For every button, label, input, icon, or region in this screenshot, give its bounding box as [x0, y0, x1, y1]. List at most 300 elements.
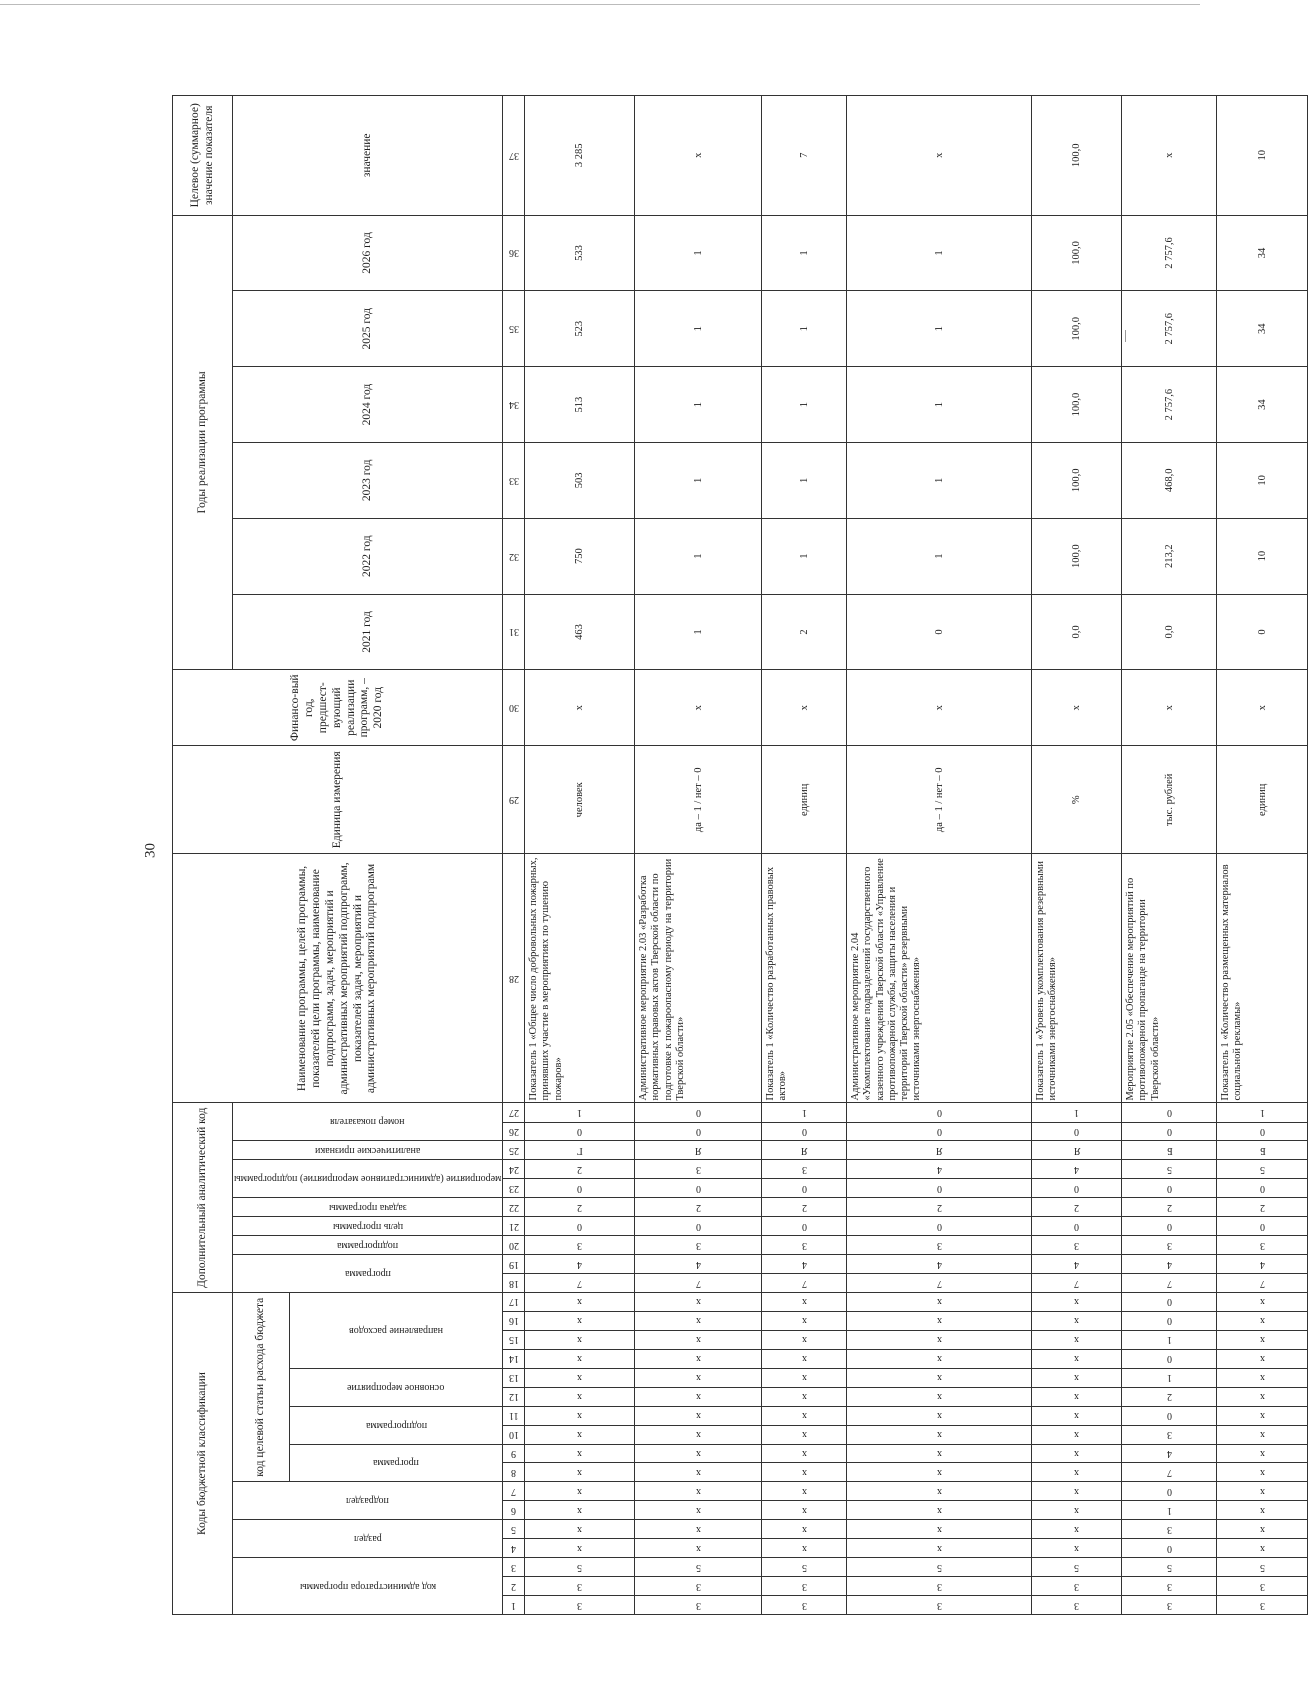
code-value: x — [936, 1429, 942, 1441]
code-cell — [762, 1482, 847, 1501]
code-cell — [525, 1255, 635, 1274]
code-value: 7 — [1259, 1277, 1265, 1289]
code-value: x — [577, 1410, 583, 1422]
fin-year-header — [173, 670, 503, 746]
code-cell — [635, 1444, 762, 1463]
column-number-text: 21 — [508, 1220, 519, 1232]
y2024-cell: 1 — [762, 367, 847, 443]
code-cell — [1032, 1122, 1122, 1141]
code-cell — [847, 1539, 1032, 1558]
code-cell — [847, 1274, 1032, 1293]
y2023-cell: 1 — [847, 442, 1032, 518]
code-cell — [762, 1179, 847, 1198]
code-value: x — [936, 1372, 942, 1384]
fin-cell: x — [1032, 670, 1122, 746]
column-number-text: 2 — [511, 1580, 517, 1592]
column-number — [503, 1501, 525, 1520]
code-cell — [525, 1368, 635, 1387]
code-value: x — [1259, 1504, 1265, 1516]
code-cell — [1122, 1349, 1217, 1368]
budget-codes-header-text: Коды бюджетной классификации — [195, 1372, 208, 1535]
table-row — [847, 96, 1032, 1615]
code-cell — [1217, 1596, 1308, 1615]
code-value: 0 — [1074, 1220, 1080, 1232]
code-cell — [635, 1217, 762, 1236]
code-cell — [762, 1577, 847, 1596]
code-value: 3 — [1259, 1580, 1265, 1592]
code-cell — [762, 1368, 847, 1387]
code-value: 1 — [801, 1107, 807, 1119]
y2023-cell: 1 — [635, 442, 762, 518]
code-value: 0 — [577, 1220, 583, 1232]
code-cell — [847, 1482, 1032, 1501]
code-cell — [1122, 1539, 1217, 1558]
code-cell — [1032, 1330, 1122, 1349]
code-cell — [762, 1293, 847, 1312]
code-value: x — [695, 1296, 701, 1308]
code-cell — [1122, 1463, 1217, 1482]
code-cell — [847, 1368, 1032, 1387]
code-value: 3 — [695, 1580, 701, 1592]
column-number-text: 5 — [511, 1523, 517, 1535]
code-value: x — [1259, 1542, 1265, 1554]
code-value: 0 — [1166, 1107, 1172, 1119]
code-value: x — [801, 1372, 807, 1384]
code-value: 1 — [1166, 1334, 1172, 1346]
code-cell — [525, 1444, 635, 1463]
code-value: 3 — [1259, 1239, 1265, 1251]
code-value: x — [695, 1485, 701, 1497]
code-cell — [635, 1293, 762, 1312]
code-value: x — [1074, 1410, 1080, 1422]
code-cell — [847, 1520, 1032, 1539]
column-number — [503, 1368, 525, 1387]
code-cell — [847, 1558, 1032, 1577]
code-value: 5 — [1166, 1163, 1172, 1175]
unit-cell: да – 1 / нет – 0 — [847, 746, 1032, 854]
code-cell — [635, 1330, 762, 1349]
column-number — [503, 1330, 525, 1349]
code-value: 3 — [801, 1239, 807, 1251]
code-value: x — [1259, 1410, 1265, 1422]
y2022-cell: 1 — [847, 518, 1032, 594]
code-cell — [635, 1368, 762, 1387]
column-number — [503, 1274, 525, 1293]
column-number — [503, 1198, 525, 1217]
name-cell: Показатель 1 «Общее число добровольных пожарных, принявших участие в мероприятиях по тушению пожаров» — [525, 854, 635, 1103]
y2026-cell: 100,0 — [1032, 215, 1122, 291]
code-value: x — [577, 1429, 583, 1441]
code-value: x — [577, 1523, 583, 1535]
code-value: 7 — [1166, 1466, 1172, 1478]
column-number-text: 19 — [508, 1258, 519, 1270]
code-value: x — [801, 1429, 807, 1441]
target-value-header-text: значение — [360, 133, 373, 178]
column-number — [503, 1558, 525, 1577]
code-cell — [1122, 1425, 1217, 1444]
code-cell — [847, 1312, 1032, 1331]
code-value: x — [1074, 1504, 1080, 1516]
table-row — [1217, 96, 1308, 1615]
code-cell — [847, 1577, 1032, 1596]
table-row — [1032, 96, 1122, 1615]
y2023-cell: 100,0 — [1032, 442, 1122, 518]
code-value: x — [801, 1353, 807, 1365]
y2026-cell: 1 — [847, 215, 1032, 291]
code-value: 0 — [1166, 1296, 1172, 1308]
code-value: x — [801, 1410, 807, 1422]
code-cell — [1032, 1160, 1122, 1179]
code-value: x — [1259, 1485, 1265, 1497]
code-cell — [1217, 1520, 1308, 1539]
column-number — [503, 1236, 525, 1255]
razdel-header — [233, 1520, 503, 1558]
name-cell: Показатель 1 «Уровень укомплектования резервными источниками энергоснабжения» — [1032, 854, 1122, 1103]
code-value: 3 — [1074, 1599, 1080, 1611]
code-value: 0 — [695, 1220, 701, 1232]
code-value: 7 — [1074, 1277, 1080, 1289]
column-number — [503, 594, 525, 670]
y2023-cell: 468,0 — [1122, 442, 1217, 518]
code-value: 0 — [695, 1107, 701, 1119]
code-value: Я — [695, 1144, 702, 1156]
unit-cell: единиц — [762, 746, 847, 854]
y2024-cell: 100,0 — [1032, 367, 1122, 443]
column-number-text: 28 — [508, 972, 519, 984]
column-number — [503, 1425, 525, 1444]
column-number — [503, 1596, 525, 1615]
code-value: 0 — [1074, 1182, 1080, 1194]
code-value: x — [936, 1334, 942, 1346]
admin-code-header — [233, 1558, 503, 1615]
code-value: 4 — [1074, 1258, 1080, 1270]
code-cell — [1122, 1577, 1217, 1596]
name-header — [173, 854, 503, 1103]
year-y2025-header — [233, 291, 503, 367]
column-number — [503, 1217, 525, 1236]
code-cell — [635, 1122, 762, 1141]
y2024-cell: 2 757,6 — [1122, 367, 1217, 443]
column-number-text: 37 — [508, 149, 519, 161]
code-cell — [635, 1255, 762, 1274]
code-cell — [1217, 1387, 1308, 1406]
unit-cell: тыс. рублей — [1122, 746, 1217, 854]
y2024-cell: 1 — [847, 367, 1032, 443]
code-cell — [847, 1596, 1032, 1615]
code-cell — [525, 1179, 635, 1198]
razdel-header-text: раздел — [353, 1533, 382, 1545]
code-cell — [635, 1425, 762, 1444]
column-number — [503, 1103, 525, 1122]
code-cell — [1032, 1141, 1122, 1160]
code-cell — [762, 1406, 847, 1425]
code-cell — [762, 1539, 847, 1558]
code-value: x — [695, 1410, 701, 1422]
target-cell: 100,0 — [1032, 96, 1122, 216]
year-y2022-header — [233, 518, 503, 594]
column-number-text: 32 — [508, 550, 519, 562]
unit-cell: человек — [525, 746, 635, 854]
y2021-cell: 0,0 — [1032, 594, 1122, 670]
code-cell — [1032, 1179, 1122, 1198]
a-goal-header — [233, 1217, 503, 1236]
code-cell — [1217, 1463, 1308, 1482]
code-value: x — [801, 1448, 807, 1460]
column-number-text: 23 — [508, 1182, 519, 1194]
target-cell: 7 — [762, 96, 847, 216]
target-cell: x — [635, 96, 762, 216]
column-number-text: 25 — [508, 1144, 519, 1156]
year-y2026-header — [233, 215, 503, 291]
code-cell — [762, 1255, 847, 1274]
year-y2025-header-text: 2025 год — [360, 307, 373, 350]
code-cell — [1032, 1198, 1122, 1217]
code-value: x — [801, 1391, 807, 1403]
code-cell — [525, 1330, 635, 1349]
code-value: x — [1259, 1296, 1265, 1308]
code-value: x — [1259, 1448, 1265, 1460]
code-cell — [1217, 1122, 1308, 1141]
code-cell — [1032, 1274, 1122, 1293]
main-event-header — [289, 1368, 503, 1406]
code-value: 0 — [801, 1182, 807, 1194]
name-cell: Показатель 1 «Количество размещенных материалов социальной рекламы» — [1217, 854, 1308, 1103]
code-cell — [1032, 1558, 1122, 1577]
code-cell — [1122, 1236, 1217, 1255]
code-value: x — [936, 1315, 942, 1327]
name-cell: Административное мероприятие 2.04 «Укомплектование подразделений государственного казенного учреждения Тверской области «Управление противопожарной службы, защиты населения и территорий Тверской области» резервными источниками энергоснабжения» — [847, 854, 1032, 1103]
code-value: 5 — [1074, 1561, 1080, 1573]
code-cell — [847, 1501, 1032, 1520]
code-value: x — [695, 1372, 701, 1384]
column-number-text: 15 — [508, 1334, 519, 1346]
column-number — [503, 746, 525, 854]
code-cell — [635, 1520, 762, 1539]
podprogramma-header-text: подпрограмма — [365, 1419, 427, 1431]
code-cell — [1032, 1236, 1122, 1255]
code-cell — [1217, 1330, 1308, 1349]
year-y2022-header-text: 2022 год — [360, 535, 373, 577]
column-number — [503, 1141, 525, 1160]
year-y2023-header — [233, 442, 503, 518]
code-cell — [635, 1349, 762, 1368]
code-cell — [762, 1520, 847, 1539]
code-cell — [635, 1387, 762, 1406]
code-cell — [525, 1312, 635, 1331]
code-cell — [1122, 1217, 1217, 1236]
code-cell — [1032, 1349, 1122, 1368]
code-value: 1 — [1166, 1504, 1172, 1516]
code-value: 2 — [1259, 1201, 1265, 1213]
code-cell — [1217, 1236, 1308, 1255]
y2021-cell: 463 — [525, 594, 635, 670]
column-number-text: 20 — [508, 1239, 519, 1251]
code-value: x — [1074, 1542, 1080, 1554]
code-value: 3 — [936, 1599, 942, 1611]
code-value: 0 — [936, 1126, 942, 1138]
code-value: x — [801, 1296, 807, 1308]
code-value: 7 — [801, 1277, 807, 1289]
y2025-cell: 1 — [847, 291, 1032, 367]
fin-cell: x — [525, 670, 635, 746]
code-cell — [1032, 1463, 1122, 1482]
code-cell — [635, 1198, 762, 1217]
column-number — [503, 291, 525, 367]
code-value: 5 — [801, 1561, 807, 1573]
code-value: Г — [577, 1144, 583, 1156]
code-value: 5 — [577, 1561, 583, 1573]
code-cell — [525, 1122, 635, 1141]
code-value: 4 — [801, 1258, 807, 1270]
code-value: x — [695, 1448, 701, 1460]
code-value: 0 — [936, 1182, 942, 1194]
code-cell — [1122, 1141, 1217, 1160]
column-number — [503, 1255, 525, 1274]
unit-header-text: Единица измерения — [330, 751, 343, 849]
fin-cell: x — [1217, 670, 1308, 746]
column-number-text: 27 — [508, 1107, 519, 1119]
code-value: x — [577, 1466, 583, 1478]
code-cell — [1217, 1312, 1308, 1331]
code-cell — [1122, 1558, 1217, 1577]
target-article-header — [233, 1293, 290, 1482]
code-value: 4 — [1074, 1163, 1080, 1175]
code-value: 3 — [577, 1599, 583, 1611]
code-cell — [525, 1425, 635, 1444]
code-value: 0 — [695, 1182, 701, 1194]
code-value: x — [577, 1542, 583, 1554]
unit-cell: да – 1 / нет – 0 — [635, 746, 762, 854]
code-value: 0 — [577, 1126, 583, 1138]
code-value: 0 — [936, 1220, 942, 1232]
code-value: x — [936, 1542, 942, 1554]
code-value: 3 — [1166, 1599, 1172, 1611]
code-value: 0 — [936, 1107, 942, 1119]
column-number-text: 11 — [509, 1410, 519, 1422]
code-value: 3 — [695, 1239, 701, 1251]
code-cell — [635, 1141, 762, 1160]
code-cell — [525, 1274, 635, 1293]
code-cell — [525, 1539, 635, 1558]
column-number-text: 9 — [511, 1448, 517, 1460]
target-cell: 10 — [1217, 96, 1308, 216]
code-value: x — [695, 1542, 701, 1554]
column-number — [503, 1406, 525, 1425]
column-number — [503, 1539, 525, 1558]
code-cell — [1122, 1103, 1217, 1122]
target-group-header — [173, 96, 233, 216]
y2022-cell: 1 — [635, 518, 762, 594]
year-y2023-header-text: 2023 год — [360, 459, 373, 502]
code-value: 0 — [1166, 1542, 1172, 1554]
y2025-cell: 2 757,6 — [1122, 291, 1217, 367]
code-cell — [635, 1103, 762, 1122]
a-task-header-text: задача программы — [328, 1201, 407, 1213]
code-cell — [1217, 1444, 1308, 1463]
column-number-text: 18 — [508, 1277, 519, 1289]
code-cell — [847, 1463, 1032, 1482]
code-value: x — [1074, 1391, 1080, 1403]
code-cell — [1217, 1160, 1308, 1179]
y2025-cell: 1 — [762, 291, 847, 367]
column-number — [503, 1444, 525, 1463]
code-value: x — [936, 1485, 942, 1497]
code-value: x — [695, 1523, 701, 1535]
y2026-cell: 1 — [762, 215, 847, 291]
code-value: x — [577, 1315, 583, 1327]
code-value: 0 — [1166, 1182, 1172, 1194]
y2026-cell: 1 — [635, 215, 762, 291]
code-cell — [1032, 1520, 1122, 1539]
y2022-cell: 750 — [525, 518, 635, 594]
column-number-text: 8 — [511, 1466, 517, 1478]
expense-direction-header-text: направление расходов — [349, 1324, 444, 1336]
code-cell — [1122, 1160, 1217, 1179]
code-cell — [525, 1577, 635, 1596]
years-group-header — [173, 215, 233, 670]
code-cell — [635, 1179, 762, 1198]
code-cell — [525, 1387, 635, 1406]
code-cell — [1122, 1312, 1217, 1331]
y2024-cell: 513 — [525, 367, 635, 443]
code-value: Я — [801, 1144, 808, 1156]
code-value: x — [1074, 1334, 1080, 1346]
year-y2024-header — [233, 367, 503, 443]
code-cell — [525, 1501, 635, 1520]
code-cell — [762, 1122, 847, 1141]
code-value: 3 — [1166, 1523, 1172, 1535]
code-value: 3 — [1074, 1580, 1080, 1592]
year-y2021-header — [233, 594, 503, 670]
y2023-cell: 10 — [1217, 442, 1308, 518]
name-cell: Мероприятие 2.05 «Обеспечение мероприятий по противопожарной пропаганде на территории Тверской области» — [1122, 854, 1217, 1103]
code-value: x — [1259, 1391, 1265, 1403]
y2022-cell: 100,0 — [1032, 518, 1122, 594]
code-cell — [762, 1501, 847, 1520]
fin-cell: x — [635, 670, 762, 746]
column-number — [503, 215, 525, 291]
code-value: x — [1074, 1429, 1080, 1441]
code-cell — [525, 1520, 635, 1539]
code-value: x — [1259, 1334, 1265, 1346]
y2026-cell: 34 — [1217, 215, 1308, 291]
code-cell — [1217, 1141, 1308, 1160]
code-cell — [1122, 1520, 1217, 1539]
column-number-text: 30 — [508, 702, 519, 714]
code-cell — [635, 1236, 762, 1255]
expense-direction-header — [289, 1293, 503, 1369]
code-cell — [1217, 1103, 1308, 1122]
code-cell — [762, 1596, 847, 1615]
code-value: x — [1259, 1429, 1265, 1441]
programma-header-text: программа — [373, 1457, 420, 1469]
code-value: x — [936, 1296, 942, 1308]
table-row — [1122, 96, 1217, 1615]
code-value: x — [1259, 1372, 1265, 1384]
admin-code-header-text: код администратора программы — [299, 1580, 436, 1592]
code-cell — [762, 1558, 847, 1577]
code-value: x — [695, 1315, 701, 1327]
code-value: x — [1074, 1466, 1080, 1478]
code-cell — [847, 1330, 1032, 1349]
code-cell — [762, 1103, 847, 1122]
code-value: 7 — [577, 1277, 583, 1289]
code-value: Я — [936, 1144, 943, 1156]
column-number-text: 1 — [511, 1599, 517, 1611]
code-value: 5 — [1259, 1163, 1265, 1175]
a-indicator-header — [233, 1103, 503, 1141]
code-value: x — [801, 1523, 807, 1535]
